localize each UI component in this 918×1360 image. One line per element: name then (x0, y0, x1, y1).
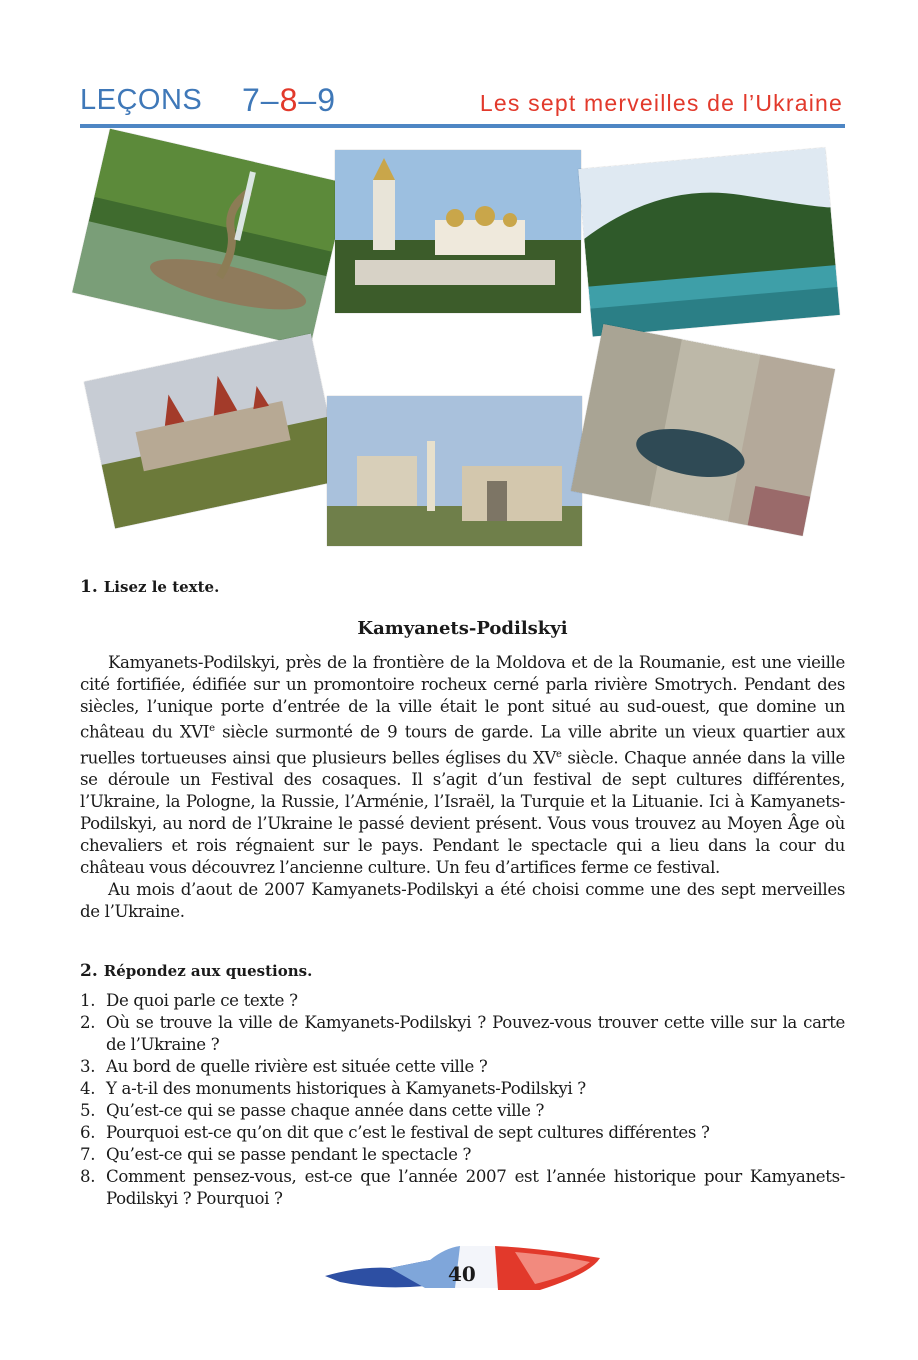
page-number: 40 (448, 1262, 476, 1286)
article-body (80, 652, 845, 923)
lesson-numbers (242, 82, 336, 119)
question-number: 4. (80, 1079, 96, 1098)
question-number: 7. (80, 1145, 96, 1164)
lesson-number-c: –9 (298, 82, 336, 118)
exercise-1-number: 1. (80, 577, 98, 597)
lesson-title: Les sept merveilles de l’Ukraine (479, 90, 843, 116)
photo-lavra-monastery (335, 150, 581, 313)
superscript-e: e (556, 748, 562, 760)
article-paragraph-1 (80, 652, 845, 879)
question-text: Y a-t-il des monuments historiques à Kamyanets-Podilskyi ? (106, 1079, 586, 1098)
question-text: Où se trouve la ville de Kamyanets-Podilskyi ? Pouvez-vous trouver cette ville sur la carte de l’Ukraine ? (106, 1013, 845, 1054)
paragraph-1-part-b: siècle surmonté de 9 tours de garde. La ville abrite un vieux quartier aux ruelles tortueuses ainsi que plusieurs belles églises du XV (80, 722, 845, 768)
question-text: Au bord de quelle rivière est située cette ville ? (106, 1057, 488, 1076)
lesson-number-b: 8 (279, 82, 299, 118)
exercise-2-heading (80, 961, 312, 981)
exercise-1-label: Lisez le texte. (103, 578, 220, 596)
questions-list (80, 990, 845, 1210)
question-item (80, 1144, 845, 1166)
question-text: Qu’est-ce qui se passe pendant le spectacle ? (106, 1145, 472, 1164)
question-item (80, 1078, 845, 1100)
question-text: Qu’est-ce qui se passe chaque année dans cette ville ? (106, 1101, 545, 1120)
photo-mountain-lake (578, 148, 840, 337)
article-paragraph-2: Au mois d’aout de 2007 Kamyanets-Podilskyi a été choisi comme une des sept merveilles de l’Ukraine. (80, 880, 845, 922)
question-number: 5. (80, 1101, 96, 1120)
exercise-1-heading (80, 577, 219, 597)
question-text: De quoi parle ce texte ? (106, 991, 298, 1010)
lesson-number-a: 7– (242, 82, 280, 118)
question-number: 6. (80, 1123, 96, 1142)
paragraph-1-part-c: siècle. Chaque année dans la ville se déroule un Festival des cosaques. Il s’agit d’un festival de sept cultures différentes, l’Ukraine, la Pologne, la Russie, l’Arménie, l’Israël, la Turquie et la Lituanie. Ici à Kamyanets-Podilskyi, au nord de l’Ukraine le passé devient présent. Vous vous trouvez au Moyen Âge où chevaliers et rois régnaient sur le pays. Pendant le spectacle qui a lieu dans la cour du château vous découvrez l’ancienne culture. Un feu d’artifices ferme ce festival. (80, 748, 845, 878)
photo-kamyanets-castle (84, 334, 342, 529)
question-item (80, 1056, 845, 1078)
exercise-2-number: 2. (80, 961, 98, 981)
question-number: 3. (80, 1057, 96, 1076)
question-item (80, 990, 845, 1012)
photo-chersonesos-ruins (327, 396, 582, 546)
header-divider (80, 124, 845, 128)
article-title: Kamyanets-Podilskyi (357, 618, 568, 639)
exercise-2-label: Répondez aux questions. (103, 962, 313, 980)
lessons-label: LEÇONS (80, 84, 203, 116)
question-text: Comment pensez-vous, est-ce que l’année 2007 est l’année historique pour Kamyanets-Podilskyi ? Pourquoi ? (106, 1167, 845, 1208)
paragraph-1-part-a: Kamyanets-Podilskyi, près de la frontière de la Moldova et de la Roumanie, est une vieille cité fortifiée, édifiée sur un promontoire rocheux cerné parla rivière Smotrych. Pendant des siècles, l’unique porte d’entrée de la ville était le pont situé au sud-ouest, que domine un château du XVI (80, 653, 845, 742)
superscript-e: e (209, 723, 215, 734)
question-item (80, 1012, 845, 1056)
lesson-header (80, 84, 845, 124)
photo-granite-canyon (571, 324, 835, 536)
photo-fountain-lake (72, 129, 348, 348)
question-text: Pourquoi est-ce qu’on dit que c’est le festival de sept cultures différentes ? (106, 1123, 710, 1142)
question-number: 8. (80, 1167, 96, 1186)
question-number: 2. (80, 1013, 96, 1032)
question-number: 1. (80, 991, 96, 1010)
question-item (80, 1100, 845, 1122)
question-item (80, 1166, 845, 1210)
question-item (80, 1122, 845, 1144)
